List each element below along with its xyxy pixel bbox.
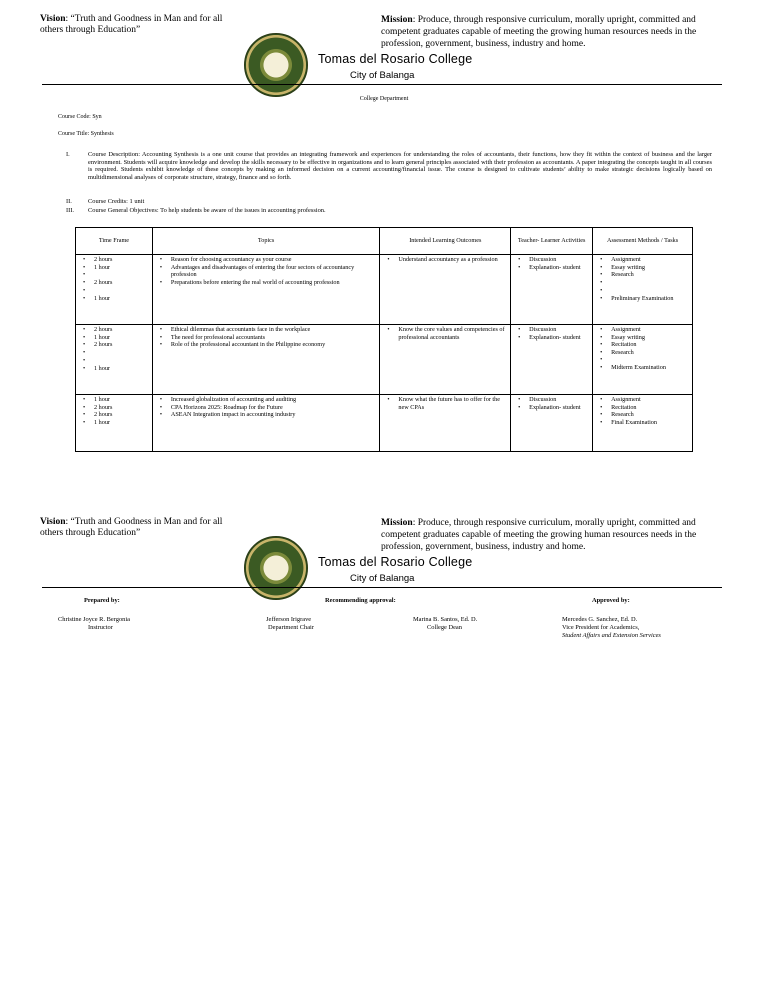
assessment-cell: • Assignment • Essay writing • Research • • • Preliminary Examination	[593, 255, 693, 325]
mission-text: : Produce, through responsive curriculum, morally upright, committed and competent graduates capable of meeting the growing human resources needs in the profession, government, business, industry and home.	[381, 15, 697, 49]
activities-cell: • Discussion • Explanation- student	[511, 255, 593, 325]
mission-statement-2: Mission: Produce, through responsive curriculum, morally upright, committed and competent graduates capable of meeting the growing human resources needs in the profession, government, business, industry and home.	[381, 518, 697, 552]
outcomes-cell: • Understand accountancy as a profession	[380, 255, 511, 325]
time-cell: • 2 hours • 1 hour • • 2 hours • • 1 hour	[76, 255, 153, 325]
course-description: Course Description: Accounting Synthesis is a one unit course that provides an integrating framework and experiences for understanding the roles of accountants, their functions, how they fit within the context of business and the larger environment. Students will acquire knowledge and develop the skills necessary to be effective in organizations and to learn general principles associated with their profession as accountants. A paper integrating the concepts taught in all courses is required. Students exhibit knowledge of these concepts by making an informed decision on a current accounting/financial issue. The course is designed to cultivate students’ ability to make strategic decisions logically based on multidimensional analyses of corporate structure, strategy, finance and so forth.	[88, 151, 712, 181]
assessment-cell: • Assignment • Recitation • Research • Final Examination	[593, 395, 693, 452]
course-item-1: I. Course Description: Accounting Synthesis is a one unit course that provides an integrating framework and experiences for understanding the roles of accountants, their functions, how they fit within the context of business and the larger environment. Students will acquire knowledge and develop the skills necessary to be effective in organizations and to learn general principles associated with their profession as accountants. A paper integrating the concepts taught in all courses is required. Students exhibit knowledge of these concepts by making an informed decision on a current accounting/financial issue. The course is designed to cultivate students’ ability to make strategic decisions logically based on multidimensional analyses of corporate structure, strategy, finance and so forth.	[66, 151, 712, 181]
course-title: Course Title: Synthesis	[58, 131, 114, 137]
recommending-signatory-1	[266, 616, 314, 632]
recommending-label: Recommending approval:	[325, 597, 396, 604]
department-title: College Department	[359, 96, 409, 102]
topics-cell: • Ethical dilemmas that accountants face in the workplace • The need for professional accountants • Role of the professional accountant in the Philippine economy	[152, 325, 380, 395]
table-row	[76, 255, 693, 325]
time-cell: • 1 hour • 2 hours • 2 hours • 1 hour	[76, 395, 153, 452]
header-activities: Teacher- Learner Activities	[511, 228, 593, 255]
rec1-name: Jefferson Irigrave	[266, 616, 312, 623]
prepared-name: Christine Joyce R. Bergonia	[58, 616, 130, 623]
table-row	[76, 395, 693, 452]
assessment-cell: • Assignment • Essay writing • Recitation • Research • • Midterm Examination	[593, 325, 693, 395]
mission-statement	[381, 14, 711, 50]
course-code: Course Code: Syn	[58, 114, 102, 120]
syllabus-table	[75, 227, 693, 452]
vision-statement-2: Vision: “Truth and Goodness in Man and for all others through Education”	[40, 517, 223, 538]
activities-cell: • Discussion • Explanation- student	[511, 325, 593, 395]
vision-text: : “Truth and Goodness in Man and for all others through Education”	[40, 14, 223, 35]
recommending-signatory-2	[413, 616, 477, 632]
approved-name: Mercedes G. Sanchez, Ed. D.	[562, 616, 638, 623]
prepared-signatory	[58, 616, 130, 632]
vision-statement	[40, 14, 235, 36]
topics-cell: • Reason for choosing accountancy as your course • Advantages and disadvantages of entering the four sectors of accountancy profession • Preparations before entering the real world of accounting profession	[152, 255, 380, 325]
header-time-frame: Time Frame	[76, 228, 153, 255]
mission-label: Mission	[381, 15, 413, 25]
header-divider-2	[42, 587, 722, 588]
approved-by-label: Approved by:	[592, 597, 630, 604]
header-assessment: Assessment Methods / Tasks	[593, 228, 693, 255]
approved-signatory	[562, 616, 661, 640]
approved-role-1: Vice President for Academics,	[562, 624, 640, 631]
prepared-role: Instructor	[88, 624, 113, 631]
header-divider	[42, 84, 722, 85]
college-seal-icon	[244, 33, 308, 97]
college-name: Tomas del Rosario College	[318, 52, 473, 66]
rec2-name: Marina B. Santos, Ed. D.	[413, 616, 478, 623]
approved-role-2: Student Affairs and Extension Services	[562, 632, 661, 639]
city-name: City of Balanga	[350, 70, 415, 81]
activities-cell: • Discussion • Explanation- student	[511, 395, 593, 452]
prepared-by-label: Prepared by:	[84, 597, 120, 604]
college-seal-icon	[244, 536, 308, 600]
time-cell: • 2 hours • 1 hour • 2 hours • • • 1 hour	[76, 325, 153, 395]
course-item-2: II. Course Credits: 1 unit	[66, 198, 712, 206]
topics-cell: • Increased globalization of accounting and auditing • CPA Horizons 2025: Roadmap for the Future • ASEAN Integration impact in accounting industry	[152, 395, 380, 452]
outcomes-cell: • Know what the future has to offer for the new CPAs	[380, 395, 511, 452]
course-objectives: Course General Objectives: To help students be aware of the issues in accounting profession.	[88, 207, 326, 214]
course-credits: Course Credits: 1 unit	[88, 198, 145, 205]
header-outcomes: Intended Learning Outcomes	[380, 228, 511, 255]
rec2-role: College Dean	[427, 624, 462, 631]
header-topics: Topics	[152, 228, 380, 255]
college-name-2: Tomas del Rosario College	[318, 555, 473, 569]
outcomes-cell: • Know the core values and competencies of professional accountants	[380, 325, 511, 395]
table-header-row	[76, 228, 693, 255]
table-row	[76, 325, 693, 395]
vision-label: Vision	[40, 14, 66, 24]
city-name-2: City of Balanga	[350, 573, 415, 584]
course-item-3: III. Course General Objectives: To help students be aware of the issues in accounting profession.	[66, 207, 712, 215]
rec1-role: Department Chair	[268, 624, 314, 631]
